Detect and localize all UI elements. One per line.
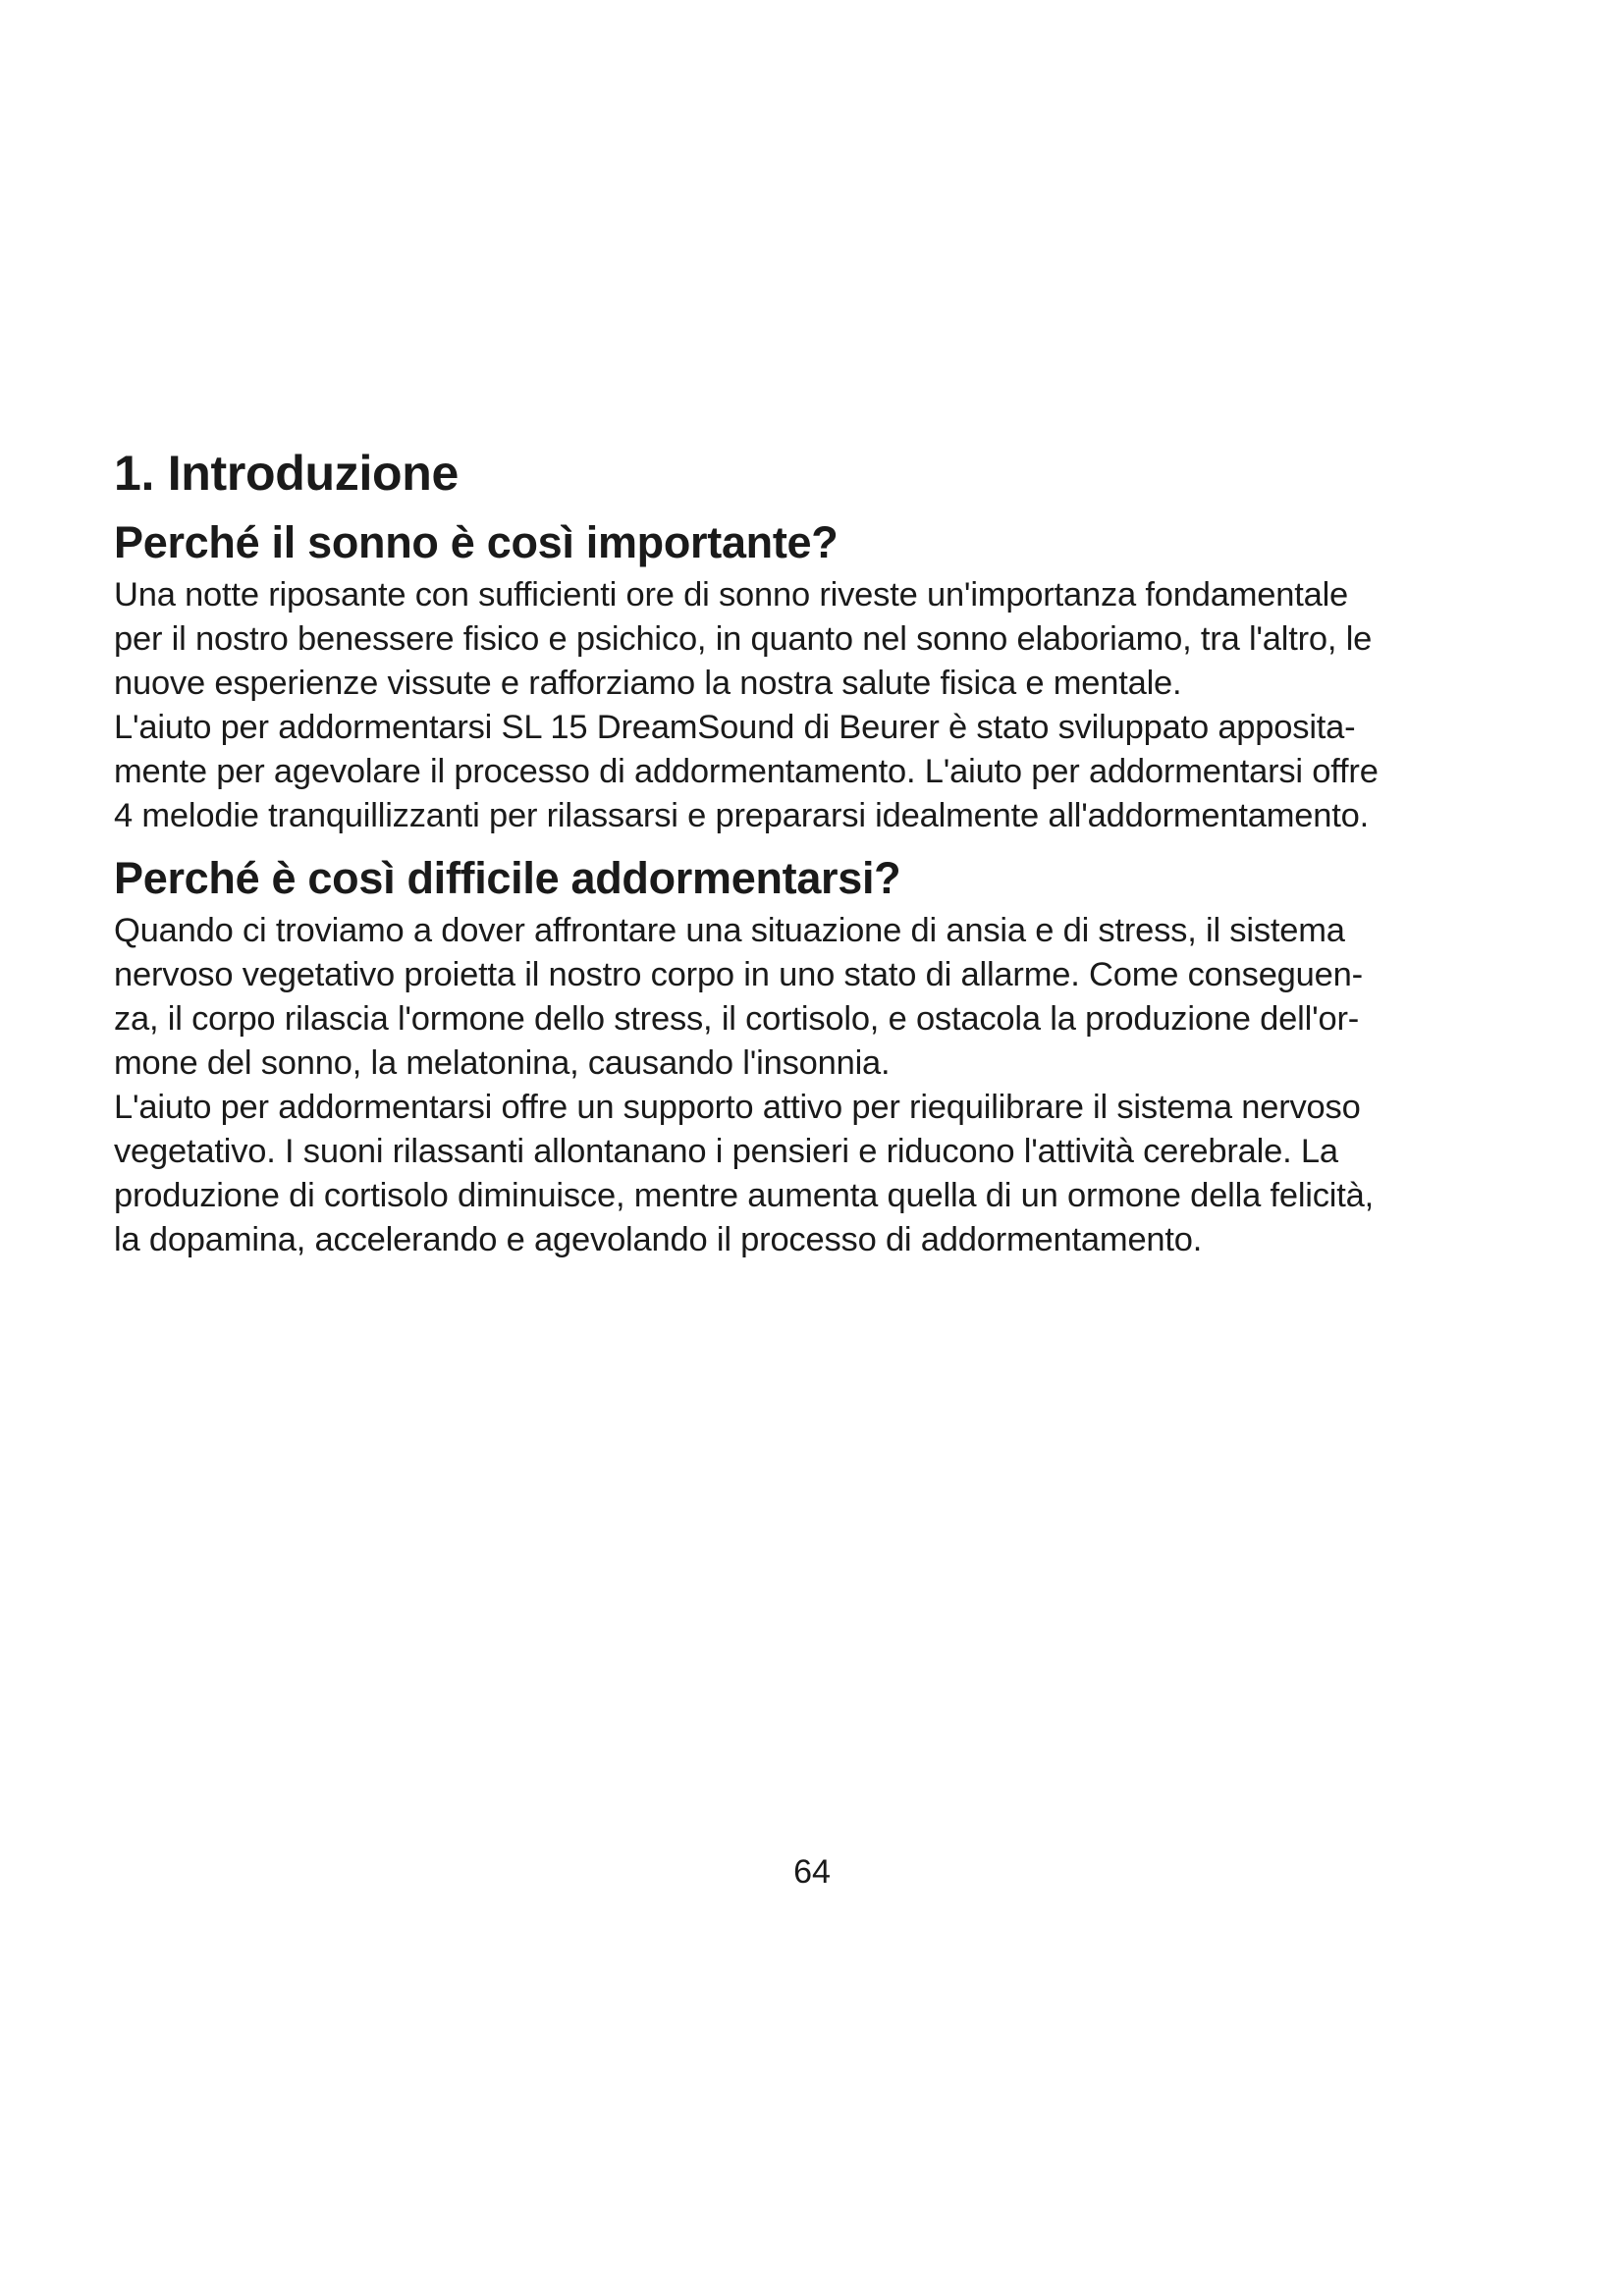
- section-body: [114, 909, 1528, 1262]
- body-line: Una notte riposante con sufficienti ore di sonno riveste un'importanza fondamentale: [114, 576, 1349, 614]
- section-why-hard-to-fall-asleep: [114, 852, 1528, 1262]
- body-line: nuove esperienze vissute e rafforziamo la nostra salute fisica e mentale.: [114, 665, 1182, 702]
- page-content: [114, 444, 1528, 1262]
- body-line: mone del sonno, la melatonina, causando l'insonnia.: [114, 1044, 891, 1082]
- body-line: za, il corpo rilascia l'ormone dello stress, il cortisolo, e ostacola la produzione dell'or-: [114, 1000, 1360, 1038]
- body-line: per il nostro benessere fisico e psichico, in quanto nel sonno elaboriamo, tra l'altro, le: [114, 620, 1373, 658]
- page-number: 64: [793, 1853, 831, 1891]
- body-line: la dopamina, accelerando e agevolando il processo di addormentamento.: [114, 1221, 1203, 1258]
- chapter-title: 1. Introduzione: [114, 446, 460, 501]
- body-line: L'aiuto per addormentarsi offre un supporto attivo per riequilibrare il sistema nervoso: [114, 1089, 1361, 1126]
- section-heading: Perché il sonno è così importante?: [114, 517, 839, 567]
- section-heading: Perché è così difficile addormentarsi?: [114, 853, 901, 903]
- body-line: mente per agevolare il processo di addormentamento. L'aiuto per addormentarsi offre: [114, 753, 1379, 790]
- body-line: Quando ci troviamo a dover affrontare una situazione di ansia e di stress, il sistema: [114, 912, 1345, 949]
- body-line: nervoso vegetativo proietta il nostro corpo in uno stato di allarme. Come conseguen-: [114, 956, 1363, 993]
- body-line: L'aiuto per addormentarsi SL 15 DreamSound di Beurer è stato sviluppato apposita-: [114, 709, 1356, 746]
- body-line: 4 melodie tranquillizzanti per rilassarsi e prepararsi idealmente all'addormentamento.: [114, 797, 1370, 834]
- section-why-sleep-important: [114, 516, 1528, 838]
- body-line: produzione di cortisolo diminuisce, mentre aumenta quella di un ormone della felicità,: [114, 1177, 1375, 1214]
- body-line: vegetativo. I suoni rilassanti allontanano i pensieri e riducono l'attività cerebrale. La: [114, 1133, 1338, 1170]
- section-body: [114, 573, 1528, 838]
